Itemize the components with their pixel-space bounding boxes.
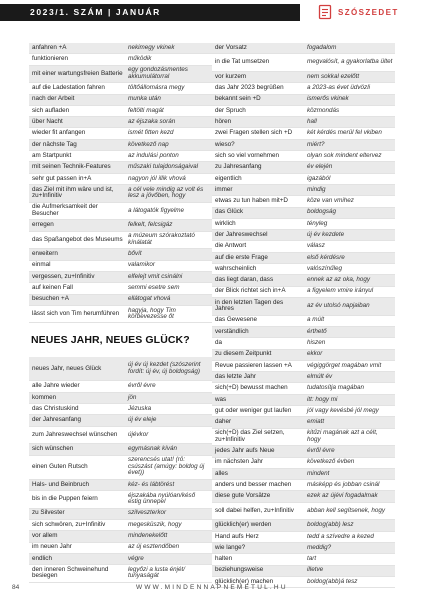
german-term: eigentlich xyxy=(215,174,242,182)
german-term: neues Jahr, neues Glück xyxy=(32,364,102,372)
german-term: kommen xyxy=(32,393,57,401)
hungarian-translation: tényleg xyxy=(307,219,328,227)
german-term: sich(+D) bewusst machen xyxy=(215,384,288,392)
german-term: bis in die Puppen feiern xyxy=(32,494,98,502)
vocab-row xyxy=(212,95,395,106)
hungarian-translation: semmi esetre sem xyxy=(128,284,180,292)
german-term: gut oder weniger gut laufen xyxy=(215,406,292,414)
section-heading xyxy=(31,334,190,346)
german-term: endlich xyxy=(32,554,52,562)
german-term: die Antwort xyxy=(215,242,247,250)
hungarian-translation: egymásnak kíván xyxy=(128,445,178,453)
german-term: diese gute Vorsätze xyxy=(215,492,271,500)
german-term: was xyxy=(215,395,227,403)
hungarian-translation: első kérdésre xyxy=(307,253,345,261)
hungarian-translation: tudatosítja magában xyxy=(307,384,365,392)
vocab-row xyxy=(212,406,395,417)
hungarian-translation: hall xyxy=(307,118,317,126)
german-term: daher xyxy=(215,418,232,426)
hungarian-translation: a múlt xyxy=(307,316,325,324)
german-term: wieder fit anfangen xyxy=(32,129,86,137)
hungarian-translation: legyőzi a lusta énjét/ tunyaságát xyxy=(128,565,186,580)
hungarian-translation: év elején xyxy=(307,163,333,171)
vocabulary-column-right xyxy=(212,43,395,588)
vocabulary-table-c xyxy=(212,43,395,588)
hungarian-translation: működik xyxy=(128,55,152,63)
vocab-row xyxy=(212,287,395,298)
german-term: sich aufladen xyxy=(32,106,70,114)
vocab-row xyxy=(29,261,212,272)
german-term: sich wünschen xyxy=(32,445,74,453)
german-term: halten xyxy=(215,555,233,563)
hungarian-translation: meddig? xyxy=(307,543,332,551)
vocab-row xyxy=(29,531,212,542)
german-term: Hand aufs Herz xyxy=(215,532,259,540)
vocab-row xyxy=(29,162,212,173)
vocab-row xyxy=(212,491,395,502)
hungarian-translation: két kérdés merül fel vkiben xyxy=(307,129,382,137)
german-term: beziehungsweise xyxy=(215,566,264,574)
hungarian-translation: abban kell segítsenek, hogy xyxy=(307,506,386,514)
hungarian-translation: illetve xyxy=(307,566,324,574)
vocab-row xyxy=(212,151,395,162)
german-term: über Nacht xyxy=(32,118,63,126)
hungarian-translation: műszaki tulajdonságaival xyxy=(128,163,199,171)
german-term: auf keinen Fall xyxy=(32,284,73,292)
vocab-row xyxy=(212,532,395,543)
german-term: sich schwören, zu+Infinitiv xyxy=(32,520,106,528)
german-term: wahrscheinlich xyxy=(215,264,257,272)
german-term: etwas zu tun haben mit+D xyxy=(215,197,288,205)
hungarian-translation: ekkor xyxy=(307,350,323,358)
vocab-row xyxy=(212,480,395,491)
vocab-row xyxy=(212,372,395,383)
vocab-row xyxy=(212,417,395,428)
german-term: in die Tat umsetzen xyxy=(215,58,270,66)
hungarian-translation: fogadalom xyxy=(307,43,337,51)
german-term: das Glück xyxy=(215,208,243,216)
german-term: das liegt daran, dass xyxy=(215,276,274,284)
hungarian-translation: tedd a szívedre a kezed xyxy=(307,532,374,540)
vocab-row xyxy=(29,174,212,185)
german-term: zu Jahresanfang xyxy=(215,163,262,171)
vocab-row xyxy=(212,185,395,196)
hungarian-translation: évről évre xyxy=(128,382,156,390)
vocab-row xyxy=(212,554,395,565)
hungarian-translation: felkelt, felcsigáz xyxy=(128,221,173,229)
hungarian-translation: következő nap xyxy=(128,140,169,148)
vocab-row xyxy=(212,219,395,230)
hungarian-translation: közmondás xyxy=(307,106,340,114)
german-term: im nächsten Jahr xyxy=(215,458,263,466)
german-term: hören xyxy=(215,118,232,126)
vocab-row xyxy=(29,185,212,203)
hungarian-translation: mindig xyxy=(307,185,326,193)
german-term: lässt sich von Tim herumführen xyxy=(32,309,120,317)
german-term: erregen xyxy=(32,221,54,229)
vocab-row xyxy=(212,429,395,447)
german-term: der Spruch xyxy=(215,106,246,114)
vocab-row xyxy=(212,338,395,349)
hungarian-translation: végre xyxy=(128,554,144,562)
hungarian-translation: ismét fitten kezd xyxy=(128,129,174,137)
vocab-row xyxy=(212,458,395,469)
vocab-row xyxy=(212,264,395,275)
vocab-row xyxy=(212,241,395,252)
vocab-row xyxy=(29,140,212,151)
vocab-row xyxy=(212,117,395,128)
hungarian-translation: évről évre xyxy=(307,447,335,455)
german-term: anders und besser machen xyxy=(215,481,292,488)
german-term: da xyxy=(215,339,223,347)
hungarian-translation: miért? xyxy=(307,140,325,148)
german-term: im neuen Jahr xyxy=(32,543,72,551)
vocab-row xyxy=(29,404,212,415)
hungarian-translation: boldog(abb) lesz xyxy=(307,521,354,529)
vocab-row xyxy=(212,446,395,457)
hungarian-translation: jön xyxy=(128,393,137,401)
vocab-row xyxy=(29,554,212,565)
german-term: zwei Fragen stellen sich +D xyxy=(215,129,293,137)
vocab-row xyxy=(212,503,395,521)
page-footer xyxy=(0,578,423,600)
vocab-row xyxy=(212,162,395,173)
vocab-row xyxy=(212,253,395,264)
vocab-row xyxy=(212,395,395,406)
vocab-row xyxy=(212,361,395,372)
vocab-row xyxy=(212,543,395,554)
german-term: erweitern xyxy=(32,250,58,258)
vocab-row xyxy=(29,249,212,260)
section-heading-block xyxy=(29,323,212,357)
vocab-row xyxy=(29,151,212,162)
vocab-row xyxy=(212,316,395,327)
hungarian-translation: éjszakába nyúlóan/késő estig ünnepel xyxy=(128,491,196,506)
vocab-row xyxy=(29,306,212,324)
vocab-row xyxy=(29,509,212,520)
vocab-row xyxy=(29,283,212,294)
german-term: Revue passieren lassen +A xyxy=(215,361,292,369)
vocab-row xyxy=(29,117,212,128)
german-term: der Blick richtet sich in+A xyxy=(215,287,286,295)
hungarian-translation: ennek az az oka, hogy xyxy=(307,276,371,284)
hungarian-translation: ellátogat vhová xyxy=(128,295,171,303)
section-label: SZÓSZEDET xyxy=(338,8,399,17)
vocab-row xyxy=(29,381,212,392)
german-term: bekannt sein +D xyxy=(215,95,261,103)
vocabulary-table-a xyxy=(29,43,212,323)
hungarian-translation: az új esztendőben xyxy=(128,543,180,551)
hungarian-translation: új év új kezdet (szószerint fordít: új év, új boldogság) xyxy=(128,361,201,375)
german-term: sehr gut passen in+A xyxy=(32,174,92,182)
hungarian-translation: végiggörget magában vmit xyxy=(307,361,382,369)
hungarian-translation: elmúlt év xyxy=(307,372,333,380)
vocab-row xyxy=(29,456,212,480)
hungarian-translation: emiatt xyxy=(307,418,325,426)
hungarian-translation: újévkor xyxy=(128,430,149,438)
hungarian-translation: másképp és jobban csinál xyxy=(307,481,380,488)
hungarian-translation: jól vagy kevésbé jól megy xyxy=(307,406,379,414)
german-term: das Spaßangebot des Museums xyxy=(32,235,123,243)
notebook-icon xyxy=(318,4,332,20)
hungarian-translation: feltölti magát xyxy=(128,106,164,114)
issue-label: 2023/1. SZÁM | JANUÁR xyxy=(30,7,161,17)
hungarian-translation: szilveszterkor xyxy=(128,509,167,517)
vocab-row xyxy=(212,54,395,72)
german-term: wieso? xyxy=(215,140,235,148)
german-term: wie lange? xyxy=(215,543,246,551)
german-term: alles xyxy=(215,469,228,477)
german-term: verständlich xyxy=(215,327,249,335)
hungarian-translation: boldog(abb)á tesz xyxy=(307,577,358,585)
german-term: das Christuskind xyxy=(32,404,79,412)
german-term: soll dabei helfen, zu+Infinitiv xyxy=(215,506,294,514)
hungarian-translation: mindenekelőtt xyxy=(128,532,168,540)
hungarian-translation: válasz xyxy=(307,242,325,250)
german-term: jedes Jahr aufs Neue xyxy=(215,447,275,455)
german-term: der Vorsatz xyxy=(215,43,247,51)
vocab-row xyxy=(29,444,212,455)
vocab-row xyxy=(29,520,212,531)
hungarian-translation: elfelejt vmit csinálni xyxy=(128,272,183,280)
hungarian-translation: a múzeum szórakoztató kínálatát xyxy=(128,232,195,246)
vocab-row xyxy=(212,174,395,185)
vocab-row xyxy=(212,196,395,207)
german-term: einen Guten Rutsch xyxy=(32,462,88,470)
german-term: der nächste Tag xyxy=(32,140,77,148)
hungarian-translation: új év eleje xyxy=(128,416,157,424)
hungarian-translation: mindent xyxy=(307,469,330,477)
hungarian-translation: hagyja, hogy Tim körbevezesse őt xyxy=(128,306,176,321)
hungarian-translation: megesküszik, hogy xyxy=(128,520,182,528)
website-url[interactable]: WWW.MINDENNAPNEMETUL.HU xyxy=(136,584,288,591)
vocab-row xyxy=(29,232,212,250)
hungarian-translation: nekimegy vkinek xyxy=(128,43,175,51)
vocab-row xyxy=(212,208,395,219)
german-term: zu Silvester xyxy=(32,509,65,517)
german-term: vor allem xyxy=(32,532,58,540)
german-term: auf die Ladestation fahren xyxy=(32,84,105,92)
german-term: nach der Arbeit xyxy=(32,95,75,103)
vocabulary-table-b xyxy=(29,357,212,582)
hungarian-translation: ismerős vkinek xyxy=(307,95,349,103)
vocab-row xyxy=(212,43,395,54)
german-term: der Jahreswechsel xyxy=(215,230,268,238)
german-term: auf die erste Frage xyxy=(215,253,268,261)
vocab-row xyxy=(29,480,212,491)
german-term: mit einer wartungsfreien Batterie xyxy=(32,69,123,77)
german-term: zu diesem Zeitpunkt xyxy=(215,350,272,358)
german-term: glücklich(er) machen xyxy=(215,577,274,585)
vocab-row xyxy=(212,106,395,117)
vocab-row xyxy=(212,72,395,83)
vocab-row xyxy=(212,566,395,577)
hungarian-translation: szerencsés utat! (rö: csúszást (amúgy: boldog új évet)) xyxy=(128,456,205,477)
hungarian-translation: igazából xyxy=(307,174,331,182)
vocab-row xyxy=(29,393,212,404)
hungarian-translation: töltőállomásra megy xyxy=(128,84,185,92)
vocab-row xyxy=(212,520,395,531)
vocab-row xyxy=(29,295,212,306)
hungarian-translation: hiszen xyxy=(307,339,326,347)
vocab-row xyxy=(29,220,212,231)
hungarian-translation: az év utolsó napjaiban xyxy=(307,301,370,309)
page-number: 84 xyxy=(12,584,20,591)
vocab-row xyxy=(212,469,395,480)
hungarian-translation: kéz- és lábtörést xyxy=(128,480,175,488)
german-term: das letzte Jahr xyxy=(215,372,256,380)
german-term: sich(+D) das Ziel setzen, zu+Infinitiv xyxy=(215,429,285,443)
german-term: das Gewesene xyxy=(215,316,258,324)
hungarian-translation: a látogatók figyelme xyxy=(128,206,185,214)
german-term: am Startpunkt xyxy=(32,151,72,159)
hungarian-translation: egy gondozásmentes akkumulátorral xyxy=(128,66,188,80)
hungarian-translation: boldogság xyxy=(307,208,337,216)
hungarian-translation: a cél vele mindig az volt és lesz a jövőben, hogy xyxy=(128,185,204,200)
german-term: glücklich(er) werden xyxy=(215,521,272,529)
hungarian-translation: érthető xyxy=(307,327,327,335)
hungarian-translation: a figyelem vmire irányul xyxy=(307,287,374,295)
hungarian-translation: az éjszaka során xyxy=(128,118,176,126)
hungarian-translation: nem sokkal ezelőtt xyxy=(307,72,360,80)
german-term: zum Jahreswechsel wünschen xyxy=(32,430,118,438)
hungarian-translation: munka után xyxy=(128,95,161,103)
hungarian-translation: kitűzi magának azt a célt, hogy xyxy=(307,429,378,443)
vocabulary-column-left xyxy=(29,43,212,583)
hungarian-translation: a 2023-as évet üdvözli xyxy=(307,84,371,92)
german-term: vor kurzem xyxy=(215,72,247,80)
vocab-row xyxy=(29,427,212,445)
german-term: sich so viel vornehmen xyxy=(215,151,280,159)
german-term: einmal xyxy=(32,261,51,269)
vocab-row xyxy=(29,83,212,94)
hungarian-translation: valamikor xyxy=(128,261,155,269)
vocab-row xyxy=(212,298,395,316)
vocab-row xyxy=(29,54,212,65)
german-term: das Ziel mit ihm wäre und ist, zu+Infinitiv xyxy=(32,185,114,200)
german-term: die Aufmerksamkeit der Besucher xyxy=(32,203,98,217)
vocab-row xyxy=(212,327,395,338)
vocab-row xyxy=(29,66,212,84)
vocab-row xyxy=(212,230,395,241)
vocab-row xyxy=(212,128,395,139)
german-term: in den letzten Tagen des Jahres xyxy=(215,298,284,313)
hungarian-translation: Jézuska xyxy=(128,404,152,412)
vocab-row xyxy=(29,357,212,381)
vocab-row xyxy=(29,272,212,283)
vocab-row xyxy=(212,140,395,151)
hungarian-translation: itt: hogy mi xyxy=(307,395,338,403)
vocab-row xyxy=(29,95,212,106)
section-heading-text: NEUES JAHR, NEUES GLÜCK? xyxy=(31,334,190,347)
hungarian-translation: az indulási ponton xyxy=(128,151,179,159)
vocab-row xyxy=(29,43,212,54)
hungarian-translation: következő évben xyxy=(307,458,355,466)
vocab-row xyxy=(29,415,212,426)
hungarian-translation: valószínűleg xyxy=(307,264,343,272)
vocab-row xyxy=(29,543,212,554)
vocab-row xyxy=(29,491,212,509)
vocab-row xyxy=(29,106,212,117)
german-term: funktionieren xyxy=(32,55,69,63)
german-term: wirklich xyxy=(215,219,236,227)
hungarian-translation: nagyon jól illik vhová xyxy=(128,174,186,182)
vocab-row xyxy=(212,350,395,361)
german-term: mit seinen Technik-Features xyxy=(32,163,111,171)
german-term: das Jahr 2023 begrüßen xyxy=(215,84,284,92)
vocab-row xyxy=(29,203,212,221)
page-header xyxy=(0,0,423,26)
vocab-row xyxy=(212,383,395,394)
hungarian-translation: bővít xyxy=(128,250,142,258)
hungarian-translation: köze van vmihez xyxy=(307,197,354,205)
german-term: vergessen, zu+Infinitiv xyxy=(32,272,95,280)
german-term: immer xyxy=(215,185,233,193)
german-term: anfahren +A xyxy=(32,43,67,51)
hungarian-translation: tart xyxy=(307,555,317,563)
hungarian-translation: olyan sok mindent eltervez xyxy=(307,151,382,159)
german-term: besuchen +A xyxy=(32,295,69,303)
vocab-row xyxy=(212,275,395,286)
vocab-row xyxy=(212,83,395,94)
hungarian-translation: ezek az újévi fogadalmak xyxy=(307,492,378,500)
german-term: alle Jahre wieder xyxy=(32,382,80,390)
german-term: der Jahresanfang xyxy=(32,416,82,424)
vocab-row xyxy=(29,128,212,139)
hungarian-translation: új év kezdete xyxy=(307,230,345,238)
hungarian-translation: megvalósít, a gyakorlatba ültet xyxy=(307,58,393,66)
german-term: Hals- und Beinbruch xyxy=(32,480,90,488)
german-term: den inneren Schweinehund besiegen xyxy=(32,565,109,580)
